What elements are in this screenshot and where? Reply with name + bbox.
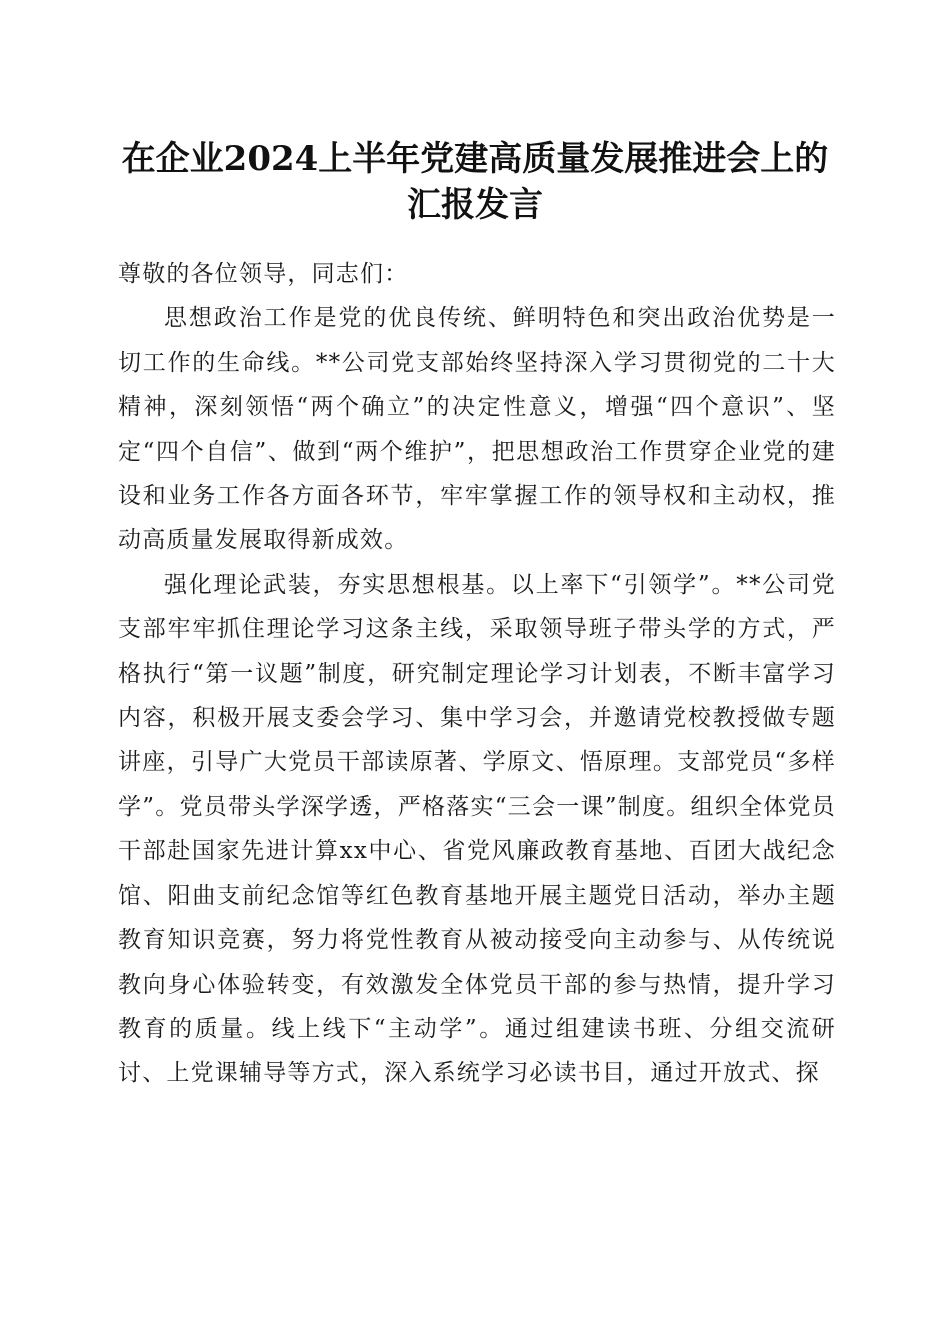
document-title: 在企业2024上半年党建高质量发展推进会上的汇报发言 [121,139,829,225]
paragraph-1: 思想政治工作是党的优良传统、鲜明特色和突出政治优势是一切工作的生命线。**公司党支部始终坚持深入学习贯彻党的二十大精神，深刻领悟“两个确立”的决定性意义，增强“四个意识”、坚定“四个自信”、做到“两个维护”，把思想政治工作贯穿企业党的建设和业务工作各方面各环节，牢牢掌握工作的领导权和主动权，推动高质量发展取得新成效。 [118,305,836,554]
paragraph-2: 强化理论武装，夯实思想根基。以上率下“引领学”。**公司党支部牢牢抓住理论学习这条主线，采取领导班子带头学的方式，严格执行“第一议题”制度，研究制定理论学习计划表，不断丰富学习内容，积极开展支委会学习、集中学习会，并邀请党校教授做专题讲座，引导广大党员干部读原著、学原文、悟原理。支部党员“多样学”。党员带头学深学透，严格落实“三会一课”制度。组织全体党员干部赴国家先进计算xx中心、省党风廉政教育基地、百团大战纪念馆、阳曲支前纪念馆等红色教育基地开展主题党日活动，举办主题教育知识竞赛，努力将党性教育从被动接受向主动参与、从传统说教向身心体验转变，有效激发全体党员干部的参与热情，提升学习教育的质量。线上线下“主动学”。通过组建读书班、分组交流研讨、上党课辅导等方式，深入系统学习必读书目，通过开放式、探 [118,571,836,1087]
salutation: 尊敬的各位领导，同志们： [118,261,409,287]
document-body [118,252,836,1096]
